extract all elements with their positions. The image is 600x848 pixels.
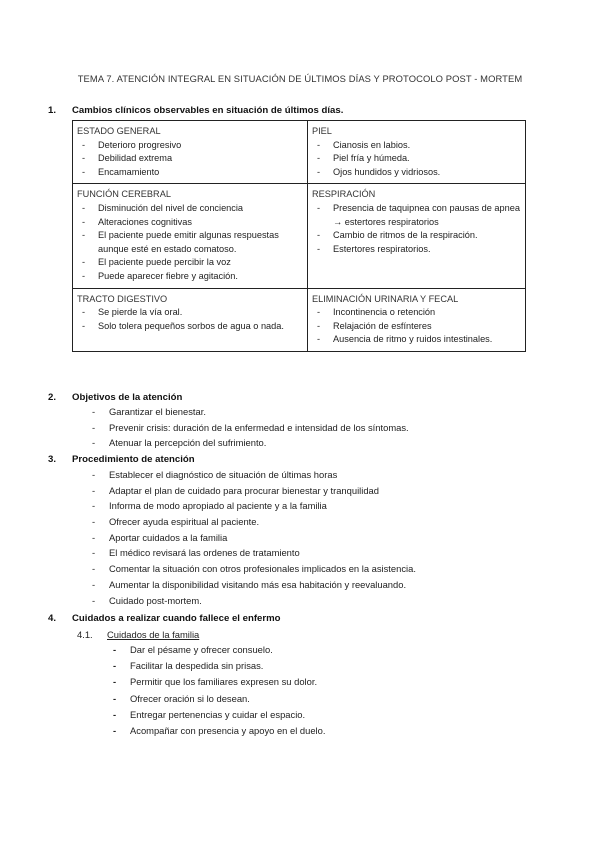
section-title: Cambios clínicos observables en situación de últimos días. [72,105,344,116]
list-item: - Cianosis en labios. [312,139,521,153]
cell-list [312,202,521,256]
table-cell-funcion-cerebral [73,184,308,288]
cell-title: ESTADO GENERAL [77,126,161,136]
section-title: Objetivos de la atención [72,392,183,403]
list-item: - Relajación de esfínteres [312,320,521,334]
list-item: - Debilidad extrema [77,152,303,166]
list-item: - Facilitar la despedida sin prisas. [113,658,325,674]
clinical-changes-table [72,120,526,352]
cell-title: PIEL [312,126,332,136]
cell-list [77,202,303,284]
list-item: - Cambio de ritmos de la respiración. [312,229,521,243]
subsection-title: Cuidados de la familia [107,629,200,640]
cell-list [77,306,303,333]
list-item: - Ausencia de ritmo y ruidos intestinales. [312,333,521,347]
list-item: - Alteraciones cognitivas [77,216,303,230]
section-title: Procedimiento de atención [72,454,195,465]
list-item: - Piel fría y húmeda. [312,152,521,166]
cell-list [312,306,521,347]
section-number: 4. [48,613,57,624]
list-item: - Aportar cuidados a la familia [92,530,416,546]
cell-list [77,139,303,180]
list-item: - Dar el pésame y ofrecer consuelo. [113,642,325,658]
list-item: - El médico revisará las ordenes de tratamiento [92,545,416,561]
subsection-number: 4.1. [77,629,93,640]
table-cell-respiracion [308,184,526,288]
table-row [73,184,526,288]
list-item: - El paciente puede emitir algunas respuestas aunque esté en estado comatoso. [77,229,303,256]
cell-title: TRACTO DIGESTIVO [77,293,168,304]
subsection-heading [77,629,199,640]
list-item: - Ofrecer ayuda espiritual al paciente. [92,514,416,530]
section-number: 2. [48,392,57,403]
list-item: - Permitir que los familiares expresen su dolor. [113,674,325,690]
section-number: 3. [48,454,57,465]
list-item: - Ojos hundidos y vidriosos. [312,166,521,180]
list-item: - Solo tolera pequeños sorbos de agua o nada. [77,320,303,334]
list-item: - Prevenir crisis: duración de la enfermedad e intensidad de los síntomas. [92,420,409,436]
list-item: - Garantizar el bienestar. [92,404,409,420]
document-title: TEMA 7. ATENCIÓN INTEGRAL EN SITUACIÓN DE ÚLTIMOS DÍAS Y PROTOCOLO POST - MORTEM [77,73,523,84]
list-item: - Estertores respiratorios. [312,243,521,257]
list-item: - Atenuar la percepción del sufrimiento. [92,435,409,451]
cell-title: RESPIRACIÓN [312,189,376,200]
table-cell-eliminacion [308,288,526,351]
list-item: - Adaptar el plan de cuidado para procurar bienestar y tranquilidad [92,483,416,499]
list-item: - Establecer el diagnóstico de situación de últimas horas [92,467,416,483]
list-item: - Deterioro progresivo [77,139,303,153]
table-cell-piel [308,121,526,184]
cell-title: FUNCIÓN CEREBRAL [77,189,171,200]
table-row [73,121,526,184]
list-item: - Ofrecer oración si lo desean. [113,691,325,707]
list-item: - Presencia de taquipnea con pausas de apnea → estertores respiratorios [312,202,521,229]
list-item: - Puede aparecer fiebre y agitación. [77,270,303,284]
list-item: - Acompañar con presencia y apoyo en el duelo. [113,723,325,739]
section-heading-1 [48,105,343,116]
list-item: - Disminución del nivel de conciencia [77,202,303,216]
list-item: - Informa de modo apropiado al paciente y a la familia [92,498,416,514]
family-care-list [113,642,325,739]
procedure-list [92,467,416,608]
table-cell-tracto-digestivo [73,288,308,351]
table-row [73,288,526,351]
objectives-list [92,404,409,451]
cell-list [312,139,521,180]
table-cell-estado-general [73,121,308,184]
list-item: - Encamamiento [77,166,303,180]
list-item: - Cuidado post-mortem. [92,593,416,609]
list-item: - Se pierde la vía oral. [77,306,303,320]
list-item: - Entregar pertenencias y cuidar el espacio. [113,707,325,723]
list-item: - El paciente puede percibir la voz [77,256,303,270]
section-heading-2 [48,392,182,403]
cell-title: ELIMINACIÓN URINARIA Y FECAL [312,293,459,304]
list-item: - Incontinencia o retención [312,306,521,320]
list-item: - Aumentar la disponibilidad visitando más esa habitación y reevaluando. [92,577,416,593]
section-title: Cuidados a realizar cuando fallece el enfermo [72,613,281,624]
list-item: - Comentar la situación con otros profesionales implicados en la asistencia. [92,561,416,577]
section-number: 1. [48,105,57,116]
section-heading-4 [48,613,280,624]
section-heading-3 [48,454,195,465]
